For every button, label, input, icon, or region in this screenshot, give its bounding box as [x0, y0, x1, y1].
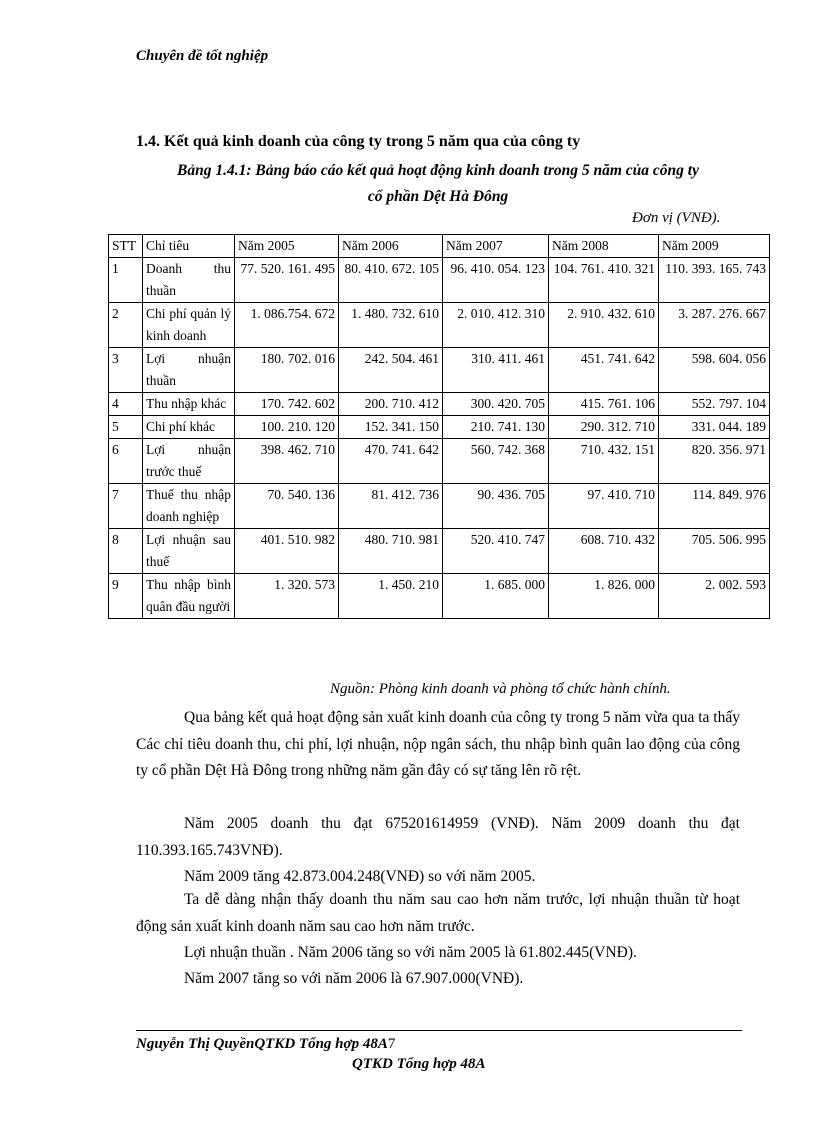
cell-2009: 114. 849. 976 — [659, 484, 770, 529]
row-indicator: Chi phí khác — [143, 416, 235, 439]
cell-2006: 242. 504. 461 — [339, 348, 443, 393]
cell-2005: 180. 702. 016 — [235, 348, 339, 393]
table-row — [109, 348, 770, 393]
cell-2008: 415. 761. 106 — [549, 393, 659, 416]
table-row — [109, 258, 770, 303]
footer-author-text: Nguyễn Thị QuyềnQTKD Tổng hợp 48A — [136, 1036, 388, 1052]
row-indicator: Lợi nhuận trước thuế — [143, 439, 235, 484]
cell-2006: 1. 480. 732. 610 — [339, 303, 443, 348]
cell-2005: 401. 510. 982 — [235, 529, 339, 574]
row-indicator: Thu nhập bình quân đầu người — [143, 574, 235, 619]
cell-2009: 598. 604. 056 — [659, 348, 770, 393]
cell-2005: 100. 210. 120 — [235, 416, 339, 439]
running-header: Chuyên đề tốt nghiệp — [136, 48, 269, 64]
cell-2008: 104. 761. 410. 321 — [549, 258, 659, 303]
cell-2009: 552. 797. 104 — [659, 393, 770, 416]
cell-2006: 200. 710. 412 — [339, 393, 443, 416]
table-row — [109, 439, 770, 484]
header-2006: Năm 2006 — [339, 235, 443, 258]
section-title: 1.4. Kết quả kinh doanh của công ty trong 5 năm qua của công ty — [136, 133, 581, 150]
table-row — [109, 416, 770, 439]
cell-2008: 608. 710. 432 — [549, 529, 659, 574]
row-stt: 1 — [109, 258, 143, 303]
cell-2007: 2. 010. 412. 310 — [443, 303, 549, 348]
row-stt: 2 — [109, 303, 143, 348]
cell-2007: 90. 436. 705 — [443, 484, 549, 529]
cell-2008: 97. 410. 710 — [549, 484, 659, 529]
cell-2009: 820. 356. 971 — [659, 439, 770, 484]
footer-class: QTKD Tổng hợp 48A — [352, 1056, 486, 1072]
row-stt: 6 — [109, 439, 143, 484]
cell-2005: 1. 086.754. 672 — [235, 303, 339, 348]
cell-2005: 70. 540. 136 — [235, 484, 339, 529]
table-row — [109, 574, 770, 619]
header-2007: Năm 2007 — [443, 235, 549, 258]
table-row — [109, 484, 770, 529]
cell-2009: 3. 287. 276. 667 — [659, 303, 770, 348]
table-row — [109, 303, 770, 348]
table-caption-line1: Bảng 1.4.1: Bảng báo cáo kết quả hoạt động kinh doanh trong 5 năm của công ty — [177, 162, 699, 179]
header-2009: Năm 2009 — [659, 235, 770, 258]
paragraph-summary: Qua bảng kết quả hoạt động sản xuất kinh doanh của công ty trong 5 năm vừa qua ta thấy Các chỉ tiêu doanh thu, chi phí, lợi nhuận, nộp ngân sách, thu nhập bình quân lao động của công ty cổ phần Dệt Hà Đông trong những năm gần đây có sự tăng lên rõ rệt. — [136, 709, 740, 779]
paragraph-net-profit-2007: Năm 2007 tăng so với năm 2006 là 67.907.000(VNĐ). — [184, 970, 524, 987]
footer-author — [136, 1036, 395, 1053]
row-indicator: Lợi nhuận sau thuế — [143, 529, 235, 574]
cell-2009: 705. 506. 995 — [659, 529, 770, 574]
row-indicator: Thu nhập khác — [143, 393, 235, 416]
row-indicator: Thuế thu nhập doanh nghiệp — [143, 484, 235, 529]
header-indicator: Chỉ tiêu — [143, 235, 235, 258]
cell-2005: 398. 462. 710 — [235, 439, 339, 484]
header-stt: STT — [109, 235, 143, 258]
cell-2006: 480. 710. 981 — [339, 529, 443, 574]
unit-label: Đơn vị (VNĐ). — [632, 210, 721, 226]
cell-2007: 210. 741. 130 — [443, 416, 549, 439]
table-row — [109, 393, 770, 416]
cell-2007: 96. 410. 054. 123 — [443, 258, 549, 303]
cell-2008: 451. 741. 642 — [549, 348, 659, 393]
cell-2009: 331. 044. 189 — [659, 416, 770, 439]
header-2008: Năm 2008 — [549, 235, 659, 258]
table-header-row — [109, 235, 770, 258]
row-stt: 3 — [109, 348, 143, 393]
cell-2006: 152. 341. 150 — [339, 416, 443, 439]
cell-2006: 470. 741. 642 — [339, 439, 443, 484]
row-stt: 5 — [109, 416, 143, 439]
row-stt: 8 — [109, 529, 143, 574]
page-number: 7 — [387, 1036, 396, 1052]
cell-2006: 80. 410. 672. 105 — [339, 258, 443, 303]
row-stt: 7 — [109, 484, 143, 529]
cell-2009: 110. 393. 165. 743 — [659, 258, 770, 303]
cell-2006: 1. 450. 210 — [339, 574, 443, 619]
cell-2006: 81. 412. 736 — [339, 484, 443, 529]
cell-2008: 710. 432. 151 — [549, 439, 659, 484]
row-stt: 4 — [109, 393, 143, 416]
table-caption-line2: cổ phần Dệt Hà Đông — [367, 188, 509, 205]
cell-2008: 1. 826. 000 — [549, 574, 659, 619]
business-results-table — [108, 234, 770, 619]
header-2005: Năm 2005 — [235, 235, 339, 258]
table-source-note: Nguồn: Phòng kinh doanh và phòng tổ chức hành chính. — [330, 681, 671, 697]
cell-2007: 560. 742. 368 — [443, 439, 549, 484]
cell-2007: 300. 420. 705 — [443, 393, 549, 416]
cell-2007: 310. 411. 461 — [443, 348, 549, 393]
row-indicator: Doanh thu thuần — [143, 258, 235, 303]
paragraph-trend: Ta dễ dàng nhận thấy doanh thu năm sau cao hơn năm trước, lợi nhuận thuần từ hoạt động sản xuất kinh doanh năm sau cao hơn năm trước. — [136, 891, 740, 935]
table-row — [109, 529, 770, 574]
paragraph-net-profit-2006: Lợi nhuận thuần . Năm 2006 tăng so với năm 2005 là 61.802.445(VNĐ). — [184, 944, 637, 961]
row-indicator: Chi phí quản lý kinh doanh — [143, 303, 235, 348]
cell-2007: 520. 410. 747 — [443, 529, 549, 574]
cell-2008: 2. 910. 432. 610 — [549, 303, 659, 348]
cell-2005: 1. 320. 573 — [235, 574, 339, 619]
paragraph-revenue: Năm 2005 doanh thu đạt 675201614959 (VNĐ). Năm 2009 doanh thu đạt 110.393.165.743VNĐ). — [136, 815, 740, 859]
paragraph-increase: Năm 2009 tăng 42.873.004.248(VNĐ) so với năm 2005. — [184, 868, 536, 885]
cell-2009: 2. 002. 593 — [659, 574, 770, 619]
cell-2005: 170. 742. 602 — [235, 393, 339, 416]
cell-2008: 290. 312. 710 — [549, 416, 659, 439]
row-stt: 9 — [109, 574, 143, 619]
footer-divider — [136, 1030, 742, 1031]
cell-2007: 1. 685. 000 — [443, 574, 549, 619]
cell-2005: 77. 520. 161. 495 — [235, 258, 339, 303]
row-indicator: Lợi nhuận thuần — [143, 348, 235, 393]
